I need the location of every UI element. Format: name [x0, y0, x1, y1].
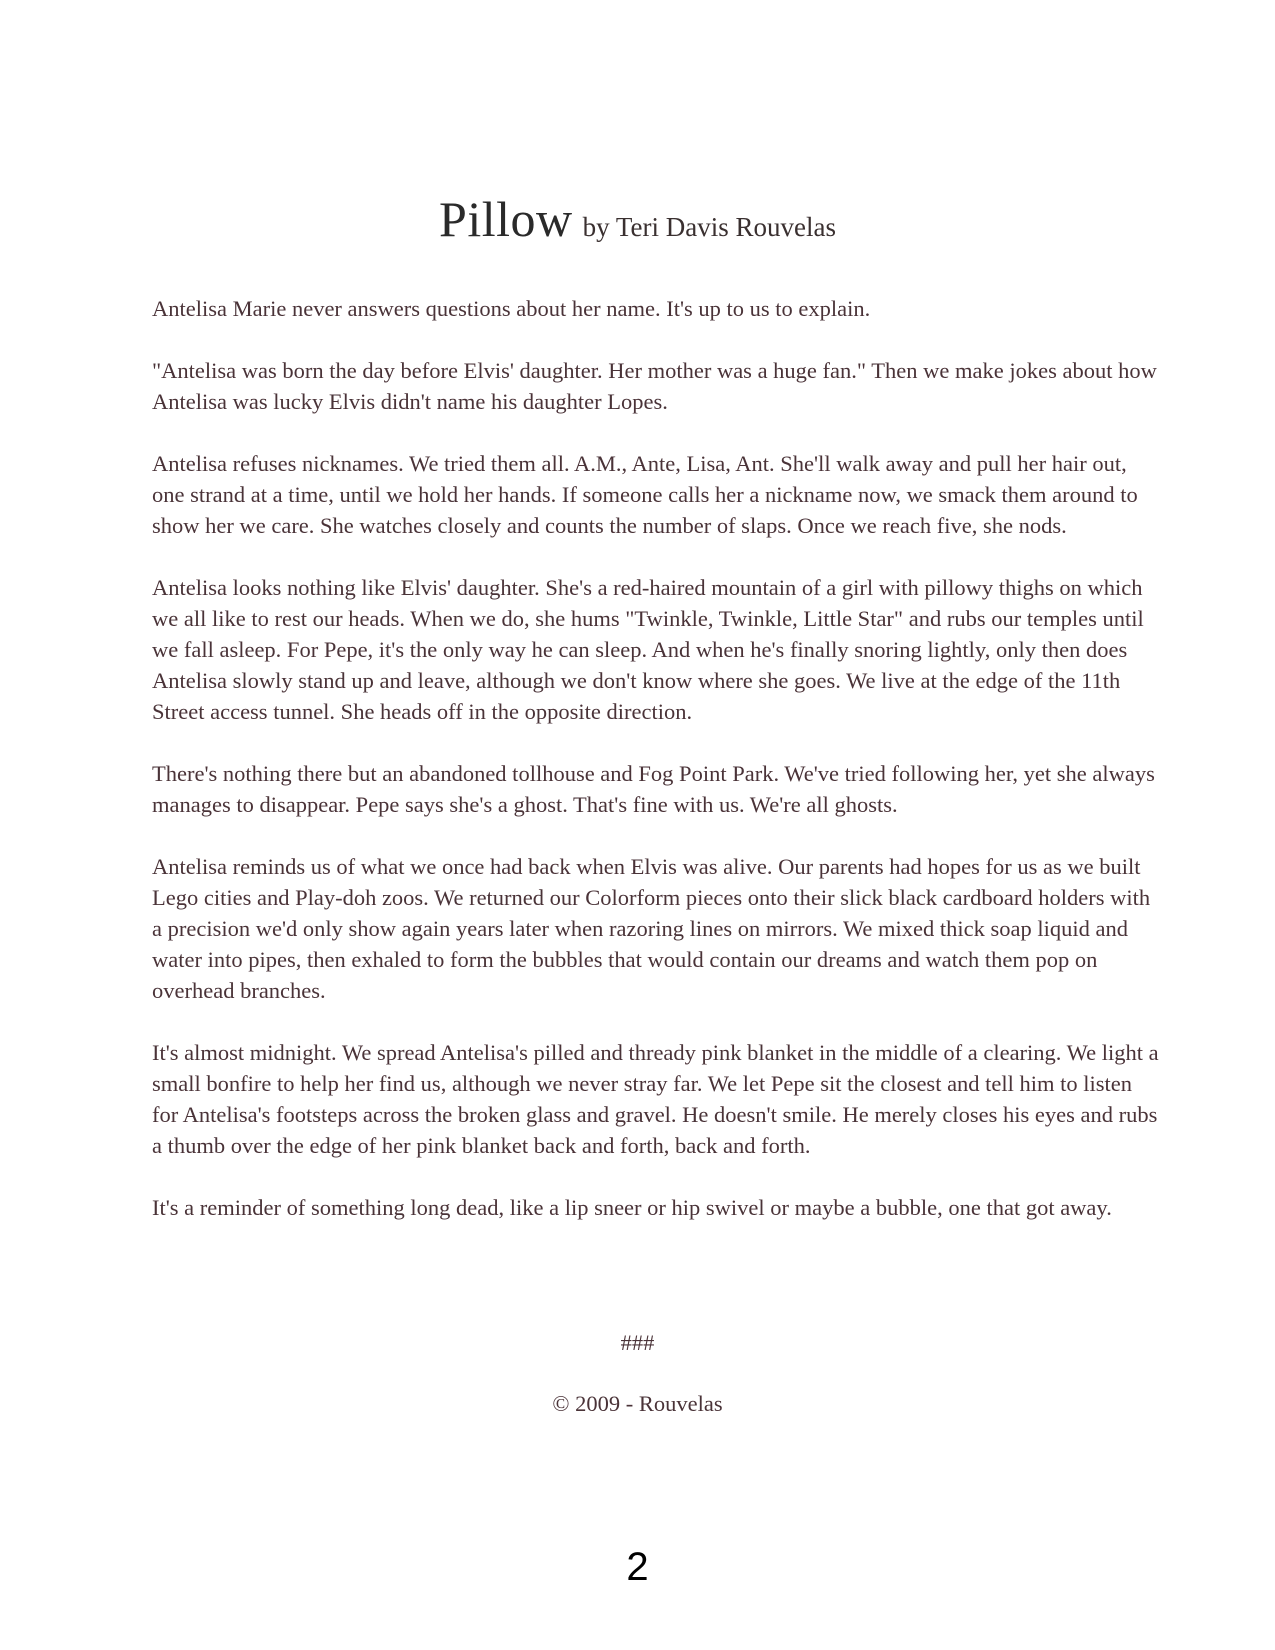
- paragraph: There's nothing there but an abandoned tollhouse and Fog Point Park. We've tried following her, yet she always manages to disappear. Pepe says she's a ghost. That's fine with us. We're all ghosts.: [152, 761, 1155, 817]
- paragraph: Antelisa Marie never answers questions about her name. It's up to us to explain.: [152, 296, 871, 321]
- story-body: [152, 293, 1162, 1254]
- paragraph: Antelisa reminds us of what we once had back when Elvis was alive. Our parents had hopes for us as we built Lego cities and Play-doh zoos. We returned our Colorform pieces onto their slick black cardboard holders with a precision we'd only show again years later when razoring lines on mirrors. We mixed thick soap liquid and water into pipes, then exhaled to form the bubbles that would contain our dreams and watch them pop on overhead branches.: [152, 854, 1151, 1003]
- paragraph: It's a reminder of something long dead, like a lip sneer or hip swivel or maybe a bubble, one that got away.: [152, 1195, 1112, 1220]
- paragraph: Antelisa refuses nicknames. We tried them all. A.M., Ante, Lisa, Ant. She'll walk away and pull her hair out, one strand at a time, until we hold her hands. If someone calls her a nickname now, we smack them around to show her we care. She watches closely and counts the number of slaps. Once we reach five, she nods.: [152, 451, 1138, 538]
- copyright-notice: © 2009 - Rouvelas: [552, 1391, 723, 1416]
- paragraph: "Antelisa was born the day before Elvis' daughter. Her mother was a huge fan." Then we make jokes about how Antelisa was lucky Elvis didn't name his daughter Lopes.: [152, 358, 1157, 414]
- page-number: 2: [626, 1545, 649, 1589]
- paragraph: It's almost midnight. We spread Antelisa's pilled and thready pink blanket in the middle of a clearing. We light a small bonfire to help her find us, although we never stray far. We let Pepe sit the closest and tell him to listen for Antelisa's footsteps across the broken glass and gravel. He doesn't smile. He merely closes his eyes and rubs a thumb over the edge of her pink blanket back and forth, back and forth.: [152, 1040, 1159, 1158]
- story-byline: by Teri Davis Rouvelas: [582, 212, 836, 242]
- paragraph: Antelisa looks nothing like Elvis' daughter. She's a red-haired mountain of a girl with pillowy thighs on which we all like to rest our heads. When we do, she hums "Twinkle, Twinkle, Little Star" and rubs our temples until we fall asleep. For Pepe, it's the only way he can sleep. And when he's finally snoring lightly, only then does Antelisa slowly stand up and leave, although we don't know where she goes. We live at the edge of the 11th Street access tunnel. She heads off in the opposite direction.: [152, 575, 1144, 724]
- section-separator: ###: [620, 1330, 655, 1355]
- title-block: [0, 190, 1275, 248]
- story-title: Pillow: [439, 191, 573, 247]
